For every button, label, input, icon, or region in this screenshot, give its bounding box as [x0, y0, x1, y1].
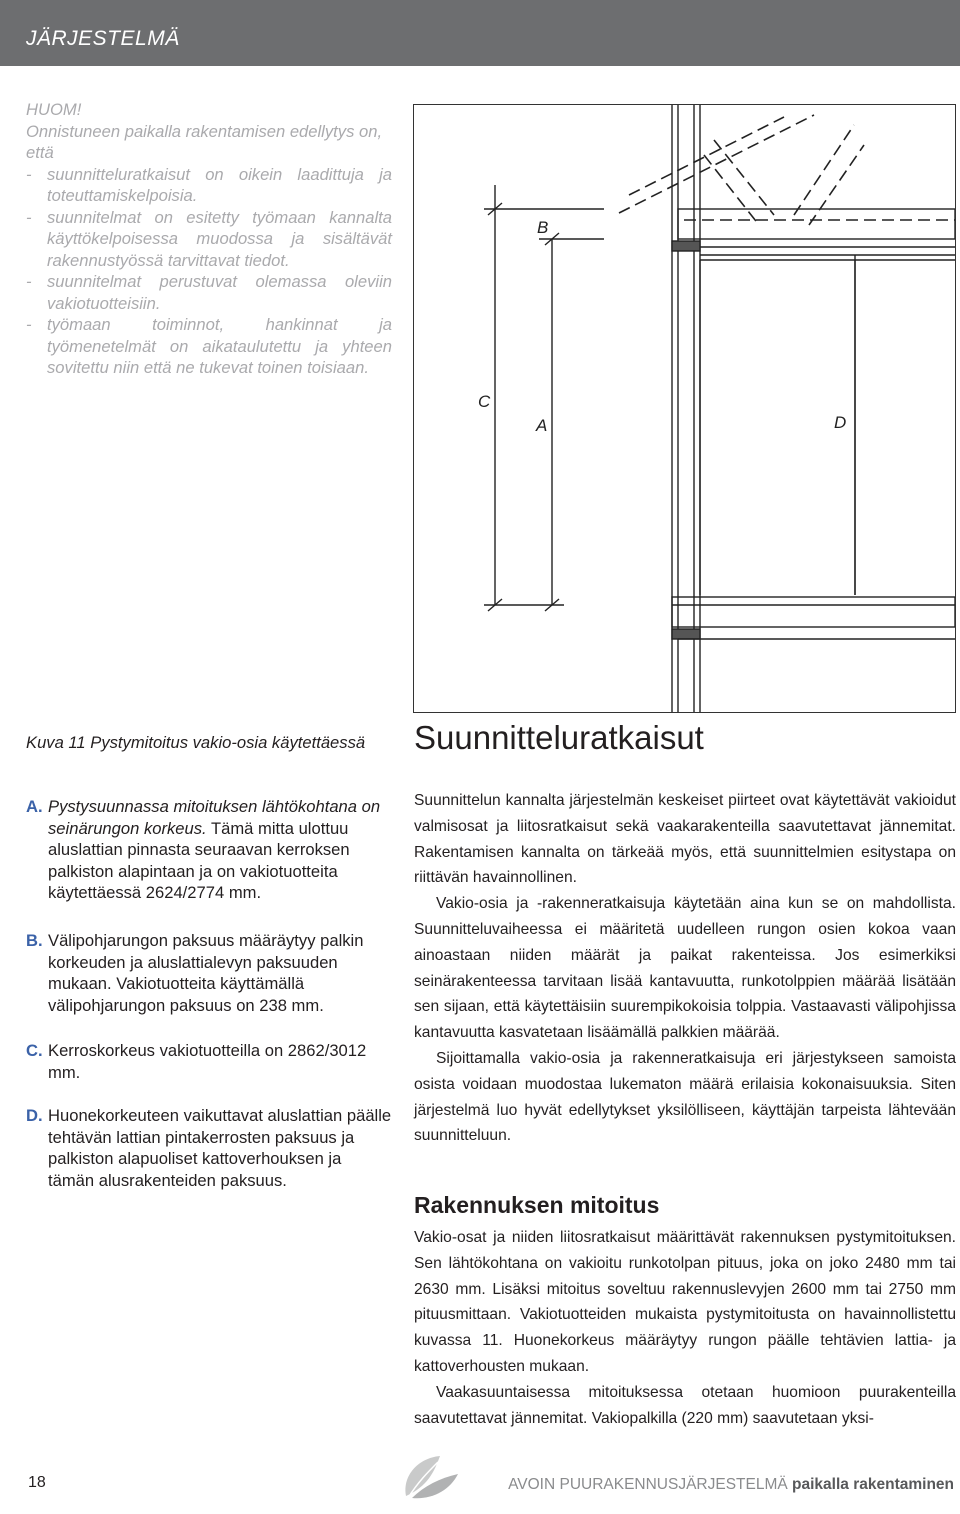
- footer-text: AVOIN PUURAKENNUSJÄRJESTELMÄ paikalla rakentaminen: [508, 1476, 954, 1493]
- paragraph: Vakio-osia ja -rakenneratkaisuja käytetään aina kun se on mahdollista. Suunnitteluvaiheessa ei määritetä uudelleen rungon osien kokoa vaan ainoastaan niiden määrät ja paikat rakenteissa. Jos esimerkiksi seinärakenteessa tarvitaan lisää kantavuutta, runkotolppien määrää lisätään sen sijaan, että käytettäisiin suurempikokoisia tolppia. Vastaavasti välipohjissa kantavuutta kasvatetaan lisäämällä palkkien määrää.: [414, 895, 956, 1042]
- roof-truss-line: [794, 125, 854, 215]
- roof-truss-line: [704, 155, 759, 225]
- subsection-body: [414, 1225, 956, 1431]
- paragraph: Suunnittelun kannalta järjestelmän keskeiset piirteet ovat käytettävät vakioidut valmisosat ja liitosratkaisut sekä vaakarakenteilla saavutettavat jännemitat. Rakentamisen kannalta on tärkeää myös, että suunnittelmien esitystapa on riittävän havainnollinen.: [414, 792, 956, 887]
- legend-key: B.: [26, 931, 43, 950]
- roof-truss-line: [629, 117, 784, 195]
- legend-key: D.: [26, 1106, 43, 1125]
- legend-key: A.: [26, 797, 43, 816]
- roof-truss-line: [809, 145, 864, 225]
- section-title: Suunnitteluratkaisut: [414, 719, 704, 756]
- lower-plate: [672, 629, 700, 639]
- legend-item-a: A. Pystysuunnassa mitoituksen lähtökohtana on seinärungon korkeus. Tämä mitta ulottuu aluslattian pinnasta seuraavan kerroksen palkiston alapintaan ja on vakiotuotteita käytettäessä 2624/2774 mm.: [26, 797, 381, 902]
- label-d: D: [834, 413, 847, 432]
- header-bar: [0, 0, 960, 66]
- paragraph: Vakio-osat ja niiden liitosratkaisut määrittävät rakennuksen pystymitoituksen. Sen lähtökohtana on vakioitu runkotolpan pituus, joka on joko 2480 mm tai 2630 mm. Lisäksi mitoitus soveltuu rakennuslevyjen 2600 mm tai 2750 mm pituusmittaan. Vakiotuotteiden mukaista pystymitoitusta on havainnollistettu kuvassa 11. Huonekorkeus määräytyy rungon päälle tehtävien lattia- ja kattoverhousten mukaan.: [414, 1229, 956, 1375]
- note-item: - suunnitelmat on esitetty työmaan kannalta käyttökelpoisessa muodossa ja sisältävät rakennustyössä tarvittavat tiedot.: [26, 207, 392, 270]
- note-item: - suunnitelmat perustuvat olemassa oleviin vakiotuotteisiin.: [26, 272, 392, 313]
- legend-item-d: D. Huonekorkeuteen vaikuttavat aluslattian päälle tehtävän lattian pintakerrosten paksuus ja palkiston alapuoliset kattoverhouksen ja tämän alusrakenteiden paksuus.: [26, 1106, 392, 1190]
- page-number: 18: [28, 1474, 46, 1491]
- legend-key: C.: [26, 1041, 43, 1060]
- header-title: JÄRJESTELMÄ: [26, 27, 180, 50]
- note-intro: Onnistuneen paikalla rakentamisen edellytys on, että: [26, 121, 383, 162]
- figure-caption: Kuva 11 Pystymitoitus vakio-osia käytettäessä: [26, 733, 366, 752]
- lower-joist: [672, 597, 955, 627]
- section-drawing: [414, 105, 955, 712]
- note-heading: HUOM!: [26, 100, 82, 119]
- leaf-logo-icon: [398, 1452, 462, 1504]
- roof-truss-line: [619, 115, 814, 213]
- roof-truss-line: [714, 140, 774, 215]
- note-item: - suunnitteluratkaisut on oikein laadittuja ja toteuttamiskelpoisia.: [26, 164, 392, 205]
- subsection-title: Rakennuksen mitoitus: [414, 1192, 660, 1218]
- section-body: [414, 788, 956, 1149]
- note-item: - työmaan toiminnot, hankinnat ja työmenetelmät on aikataulutettu ja yhteen sovitettu niin että ne tukevat toinen toisiaan.: [26, 315, 392, 377]
- label-b: B: [537, 218, 549, 237]
- note-box: [26, 99, 392, 379]
- vertical-dimension-figure: [413, 104, 956, 713]
- label-a: A: [536, 416, 548, 435]
- paragraph: Sijoittamalla vakio-osia ja rakenneratkaisuja eri järjestykseen samoista osista voidaan muodostaa lukematon määrä erilaisia kokonaisuuksia. Siten järjestelmä luo hyvät edellytykset yksilölliseen, käyttäjän tarpeista lähtevään suunnitteluun.: [414, 1049, 956, 1145]
- legend-item-b: B. Välipohjarungon paksuus määräytyy palkin korkeuden ja aluslattialevyn paksuuden mukaan. Vakiotuotteita käyttämällä välipohjarungon paksuus on 238 mm.: [26, 931, 364, 1015]
- label-c: C: [478, 392, 491, 411]
- upper-plate: [672, 241, 700, 251]
- legend-item-c: C. Kerroskorkeus vakiotuotteilla on 2862/3012 mm.: [26, 1041, 367, 1082]
- upper-joist: [678, 209, 955, 239]
- paragraph: Vaakasuuntaisessa mitoituksessa otetaan huomioon puurakenteilla saavutettavat jännemitat. Vakiopalkilla (220 mm) saavutetaan yksi-: [414, 1383, 956, 1427]
